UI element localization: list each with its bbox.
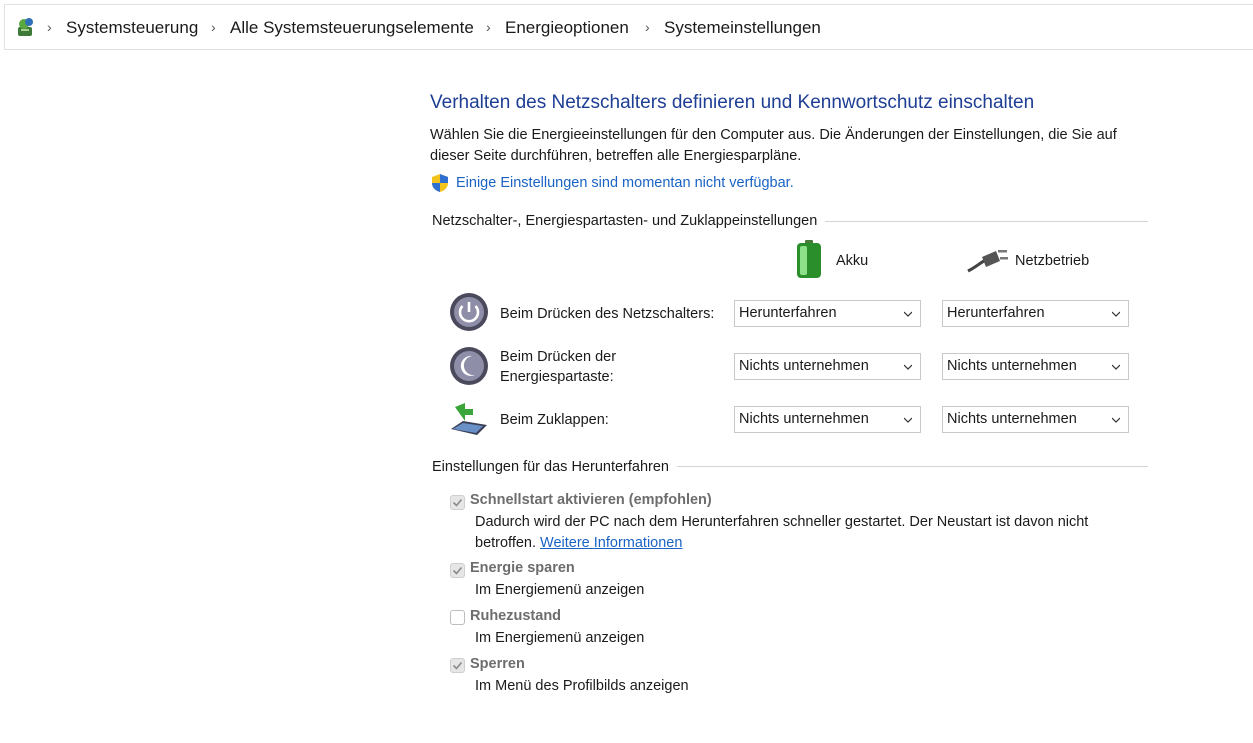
lid-close-label: Beim Zuklappen: <box>500 412 609 428</box>
select-value: Nichts unternehmen <box>739 358 869 374</box>
page-title: Verhalten des Netzschalters definieren und Kennwortschutz einschalten <box>430 92 1035 113</box>
fast-startup-description <box>475 512 1135 554</box>
hibernate-label: Ruhezustand <box>470 608 562 624</box>
control-panel-icon <box>15 16 37 38</box>
breadcrumb-systemeinstellungen[interactable]: Systemeinstellungen <box>664 18 821 37</box>
lock-checkbox[interactable] <box>450 658 465 673</box>
select-value: Nichts unternehmen <box>739 411 869 427</box>
sleep-label: Energie sparen <box>470 560 575 576</box>
section-heading-buttons: Netzschalter-, Energiespartasten- und Zuklappeinstellungen <box>432 213 825 229</box>
settings-unavailable-link[interactable]: Einige Einstellungen sind momentan nicht verfügbar. <box>456 175 794 191</box>
power-button-plugged-select[interactable] <box>942 300 1129 327</box>
breadcrumb-alle-elemente[interactable]: Alle Systemsteuerungselemente <box>230 18 474 37</box>
select-value: Nichts unternehmen <box>947 411 1077 427</box>
column-header-plugged: Netzbetrieb <box>1015 253 1090 269</box>
check-icon <box>452 497 463 508</box>
breadcrumb-energieoptionen[interactable]: Energieoptionen <box>505 18 629 37</box>
power-plug-icon <box>966 247 1008 273</box>
chevron-down-icon <box>904 310 912 318</box>
hibernate-description: Im Energiemenü anzeigen <box>475 630 645 646</box>
chevron-right-icon: › <box>47 19 52 35</box>
power-button-label: Beim Drücken des Netzschalters: <box>500 306 715 322</box>
lid-close-plugged-select[interactable] <box>942 406 1129 433</box>
hibernate-checkbox[interactable] <box>450 610 465 625</box>
uac-shield-icon <box>430 173 450 193</box>
fast-startup-description-text: Dadurch wird der PC nach dem Herunterfahren schneller gestartet. Der Neustart ist davon nicht betroffen. <box>475 514 1089 551</box>
chevron-right-icon: › <box>211 19 216 35</box>
check-icon <box>452 660 463 671</box>
chevron-down-icon <box>1112 363 1120 371</box>
laptop-lid-icon <box>449 399 489 439</box>
sleep-button-battery-select[interactable] <box>734 353 921 380</box>
lid-close-battery-select[interactable] <box>734 406 921 433</box>
address-bar[interactable] <box>4 4 1253 50</box>
chevron-right-icon: › <box>486 19 491 35</box>
chevron-down-icon <box>904 416 912 424</box>
select-value: Nichts unternehmen <box>947 358 1077 374</box>
section-heading-shutdown: Einstellungen für das Herunterfahren <box>432 459 677 475</box>
chevron-down-icon <box>904 363 912 371</box>
select-value: Herunterfahren <box>739 305 837 321</box>
sleep-description: Im Energiemenü anzeigen <box>475 582 645 598</box>
fast-startup-checkbox[interactable] <box>450 495 465 510</box>
sleep-button-plugged-select[interactable] <box>942 353 1129 380</box>
more-info-link[interactable]: Weitere Informationen <box>540 535 683 551</box>
chevron-down-icon <box>1112 416 1120 424</box>
fast-startup-label: Schnellstart aktivieren (empfohlen) <box>470 492 712 508</box>
check-icon <box>452 565 463 576</box>
sleep-button-icon <box>449 346 489 386</box>
page-description: Wählen Sie die Energieeinstellungen für den Computer aus. Die Änderungen der Einstellungen, die Sie auf dieser Seite durchführen, betreffen alle Energiesparpläne. <box>430 127 1117 164</box>
sleep-checkbox[interactable] <box>450 563 465 578</box>
column-header-battery: Akku <box>836 253 869 269</box>
chevron-right-icon: › <box>645 19 650 35</box>
breadcrumb-systemsteuerung[interactable]: Systemsteuerung <box>66 18 199 37</box>
sleep-button-label: Beim Drücken der Energiespartaste: <box>500 349 617 385</box>
power-button-icon <box>449 292 489 332</box>
power-button-battery-select[interactable] <box>734 300 921 327</box>
lock-label: Sperren <box>470 656 525 672</box>
chevron-down-icon <box>1112 310 1120 318</box>
select-value: Herunterfahren <box>947 305 1045 321</box>
battery-icon <box>794 239 824 279</box>
lock-description: Im Menü des Profilbilds anzeigen <box>475 678 689 694</box>
